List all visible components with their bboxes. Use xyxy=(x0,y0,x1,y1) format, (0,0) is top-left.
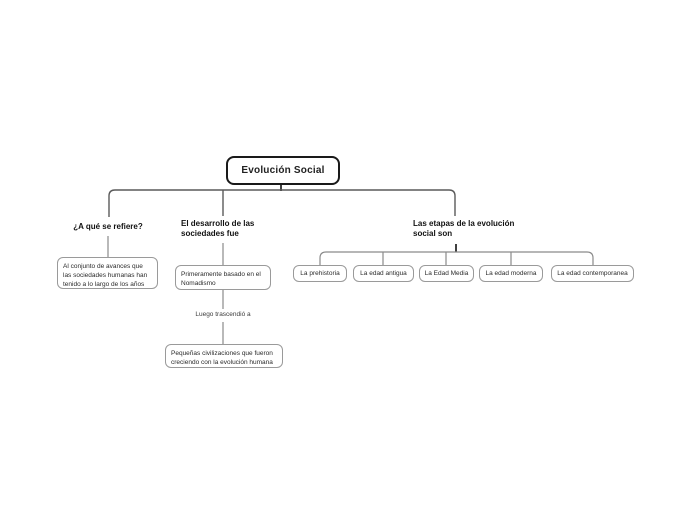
node-la-prehistoria[interactable]: La prehistoria xyxy=(293,265,347,282)
root-node[interactable] xyxy=(226,156,340,185)
node-pequenas-civilizaciones[interactable]: Pequeñas civilizaciones que fueron creciendo con la evolución humana xyxy=(165,344,283,368)
node-la-edad-contemporanea[interactable]: La edad contemporanea xyxy=(551,265,634,282)
connector-branch3-rail xyxy=(320,252,593,265)
node-nomadismo[interactable]: Primeramente basado en el Nomadismo xyxy=(175,265,271,290)
connector-label-luego-trascendio[interactable]: Luego trascendió a xyxy=(195,311,251,318)
branch-heading-etapas-evolucion[interactable]: Las etapas de la evolución social son xyxy=(413,219,515,239)
branch-heading-a-que-se-refiere[interactable]: ¿A qué se refiere? xyxy=(73,222,143,231)
node-la-edad-media[interactable]: La Edad Media xyxy=(419,265,474,282)
root-node-label: Evolución Social xyxy=(241,165,325,176)
node-la-edad-moderna[interactable]: La edad moderna xyxy=(479,265,543,282)
node-conjunto-de-avances[interactable]: Al conjunto de avances que las sociedades humanas han tenido a lo largo de los años xyxy=(57,257,158,289)
connector-main-rail xyxy=(109,190,455,217)
node-la-edad-antigua[interactable]: La edad antigua xyxy=(353,265,414,282)
branch-heading-desarrollo-sociedades[interactable]: El desarrollo de las sociedades fue xyxy=(181,219,255,239)
